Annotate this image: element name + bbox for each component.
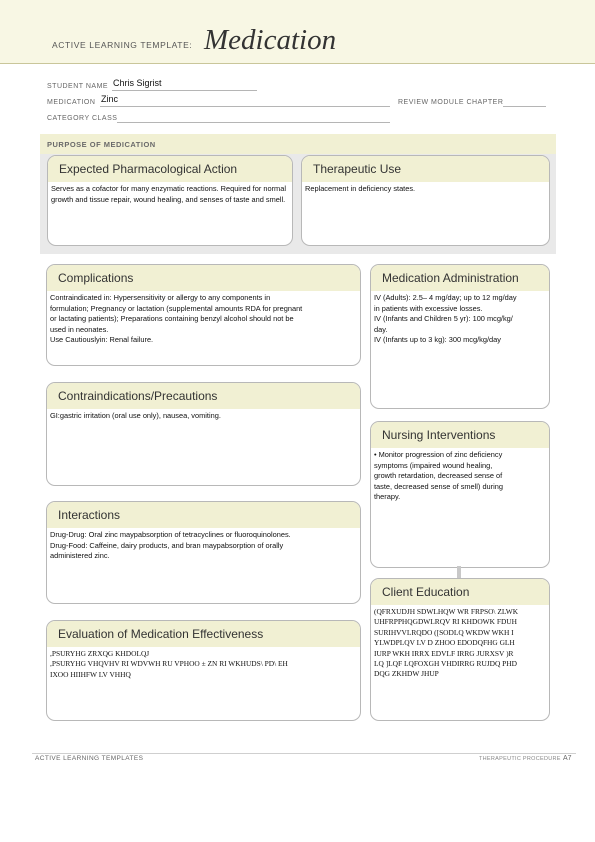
complications-line: Use Cautiouslyin: Renal failure. [50, 335, 154, 345]
client-education-line: DQG ZKHDW JHUP [374, 669, 439, 679]
administration-title: Medication Administration [371, 265, 549, 291]
client-education-box[interactable] [370, 578, 550, 721]
expected-action-box[interactable] [47, 155, 293, 246]
administration-line: in patients with excessive losses. [374, 303, 483, 313]
client-education-line: LQ ]LQF LQFOXGH VHDIRRG RUJDQ PHD [374, 659, 517, 669]
medication-underline [100, 106, 390, 107]
complications-line: used in neonates. [50, 324, 109, 334]
evaluation-box[interactable] [46, 620, 361, 721]
nursing-line: growth retardation, decreased sense of [374, 471, 503, 481]
nursing-line: therapy. [374, 492, 401, 502]
client-education-title: Client Education [371, 579, 549, 605]
client-education-line: IURP WKH IRRX EDVLF IRRG JURXSV )R [374, 648, 514, 658]
administration-box[interactable] [370, 264, 550, 409]
student-name-value[interactable]: Chris Sigrist [113, 78, 162, 88]
administration-line: IV (Infants up to 3 kg): 300 mcg/kg/day [374, 335, 501, 345]
complications-line: formulation; Pregnancy or lactation (supplemental amounts RDA for pregnant [50, 303, 303, 313]
client-education-line: SURIHVVLRQDO ([SODLQ WKDW WKH I [374, 627, 514, 637]
purpose-label: PURPOSE OF MEDICATION [47, 140, 156, 149]
nursing-line: taste, decreased sense of smell) during [374, 481, 503, 491]
student-name-underline [112, 90, 257, 91]
contraindications-text: GI:gastric irritation (oral use only), nausea, vomiting. [50, 411, 221, 420]
expected-action-title: Expected Pharmacological Action [48, 156, 292, 182]
review-module-label: REVIEW MODULE CHAPTER [398, 99, 504, 106]
complications-line: Contraindicated in: Hypersensitivity or allergy to any components in [50, 293, 271, 302]
therapeutic-use-box[interactable] [301, 155, 550, 246]
therapeutic-use-title: Therapeutic Use [302, 156, 549, 182]
nursing-interventions-title: Nursing Interventions [371, 422, 549, 448]
evaluation-line: IXOO HIIHFW LV VHHQ [50, 669, 131, 679]
client-education-line: (QFRXUDJH SDWLHQW WR FRPSO\ ZLWK [374, 607, 519, 616]
footer-right-text: THERAPEUTIC PROCEDURE [479, 756, 561, 762]
category-class-underline[interactable] [117, 122, 390, 123]
nursing-line: • Monitor progression of zinc deficiency [374, 450, 503, 459]
interactions-line: Drug-Drug: Oral zinc maypabsorption of tetracyclines or fluoroquinolones. [50, 530, 291, 539]
medication-value[interactable]: Zinc [101, 94, 119, 104]
review-module-underline[interactable] [503, 106, 546, 107]
administration-line: day. [374, 324, 388, 334]
student-name-label: STUDENT NAME [47, 83, 109, 90]
client-education-line: YLWDPLQV LV D ZHOO EDODQFHG GLH [374, 638, 515, 648]
complications-title: Complications [47, 265, 360, 291]
nursing-line: symptoms (impaired wound healing, [374, 460, 493, 470]
complications-box[interactable] [46, 264, 361, 366]
header-divider [0, 63, 595, 64]
footer-page-number: A7 [563, 755, 572, 762]
interactions-box[interactable] [46, 501, 361, 604]
expected-action-text: Serves as a cofactor for many enzymatic reactions. Required for normal growth and tissue repair, wound healing, and senses of taste and smell. [51, 184, 286, 204]
administration-line: IV (Adults): 2.5– 4 mg/day; up to 12 mg/day [374, 293, 517, 302]
interactions-title: Interactions [47, 502, 360, 528]
medication-label: MEDICATION [47, 99, 96, 106]
client-education-line: UHFRPPHQGDWLRQV RI KHDOWK FDUH [374, 617, 517, 627]
interactions-line: Drug-Food: Caffeine, dairy products, and bran maypabsorption of orally [50, 540, 284, 550]
evaluation-line: ,PSURYHG ZRXQG KHDOLQJ [50, 649, 150, 658]
footer-divider [32, 753, 576, 754]
administration-line: IV (Infants and Children 5 yr): 100 mcg/kg/ [374, 314, 513, 324]
category-class-label: CATEGORY CLASS [47, 115, 118, 122]
therapeutic-use-text: Replacement in deficiency states. [305, 184, 416, 193]
template-title: Medication [204, 24, 337, 56]
evaluation-title: Evaluation of Medication Effectiveness [47, 621, 360, 647]
template-label: ACTIVE LEARNING TEMPLATE: [52, 40, 193, 50]
complications-line: or lactating patients); Preparations containing benzyl alcohol should not be [50, 314, 294, 324]
contraindications-box[interactable] [46, 382, 361, 486]
footer-left-text: ACTIVE LEARNING TEMPLATES [35, 755, 144, 762]
evaluation-line: ,PSURYHG VHQVHV RI WDVWH RU VPHOO ± ZN RI WKHUDS\ PD\ EH [50, 659, 288, 669]
interactions-line: administered zinc. [50, 551, 110, 561]
nursing-interventions-box[interactable] [370, 421, 550, 568]
contraindications-title: Contraindications/Precautions [47, 383, 360, 409]
nursing-education-connector [457, 566, 461, 578]
